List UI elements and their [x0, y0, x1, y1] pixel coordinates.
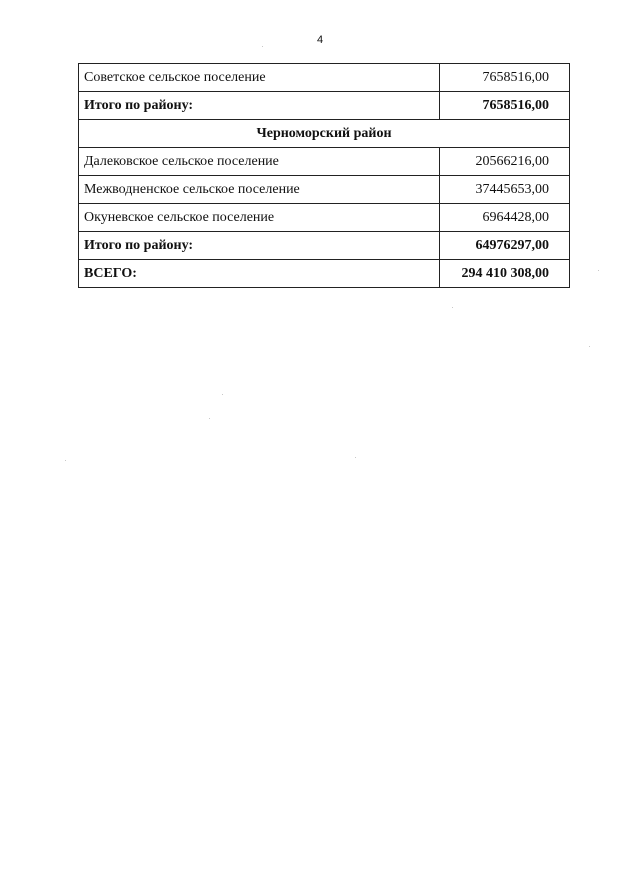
budget-table [78, 63, 570, 288]
settlement-amount: 7658516,00 [440, 64, 570, 92]
scan-speck [209, 418, 210, 419]
table-row-mezhvodnenskoe [79, 176, 570, 204]
settlement-name: Далековское сельское поселение [79, 148, 440, 176]
settlement-amount: 37445653,00 [440, 176, 570, 204]
settlement-name: Межводненское сельское поселение [79, 176, 440, 204]
subtotal-label: Итого по району: [79, 232, 440, 260]
table-row-dalekovskoe [79, 148, 570, 176]
subtotal-amount: 64976297,00 [440, 232, 570, 260]
settlement-name: Советское сельское поселение [79, 64, 440, 92]
subtotal-label: Итого по району: [79, 92, 440, 120]
district-subtotal-row [79, 92, 570, 120]
district-header-row [79, 120, 570, 148]
scan-speck [598, 270, 599, 271]
settlement-amount: 20566216,00 [440, 148, 570, 176]
scan-speck [355, 457, 356, 458]
scan-speck [589, 346, 590, 347]
district-name: Черноморский район [79, 120, 570, 148]
scan-speck [262, 46, 263, 47]
subtotal-amount: 7658516,00 [440, 92, 570, 120]
page-number: 4 [316, 34, 324, 46]
grand-total-row [79, 260, 570, 288]
scan-speck [222, 394, 223, 395]
table-row-okunevskoe [79, 204, 570, 232]
scan-speck [452, 307, 453, 308]
scan-speck [65, 460, 66, 461]
grand-total-label: ВСЕГО: [79, 260, 440, 288]
settlement-name: Окуневское сельское поселение [79, 204, 440, 232]
district-subtotal-row [79, 232, 570, 260]
table-row-sovetskoe [79, 64, 570, 92]
grand-total-amount: 294 410 308,00 [440, 260, 570, 288]
settlement-amount: 6964428,00 [440, 204, 570, 232]
